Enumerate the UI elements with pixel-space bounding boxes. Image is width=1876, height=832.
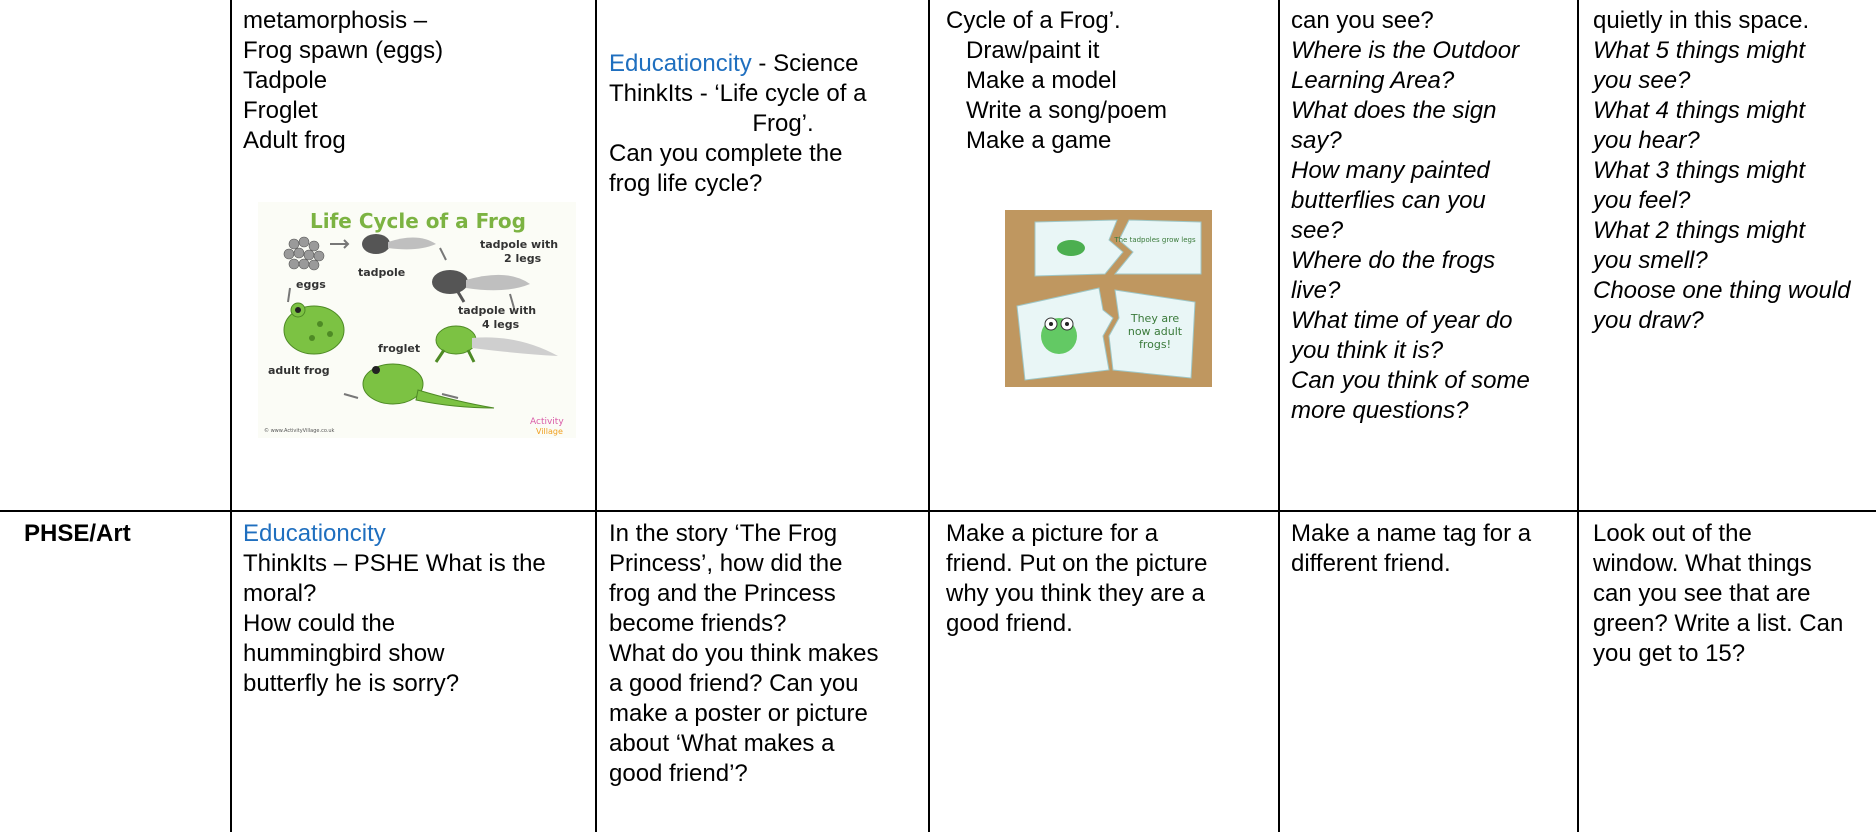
- row1-col6-q-6: you feel?: [1593, 187, 1691, 214]
- row1-col2-line-5: Adult frog: [243, 127, 346, 154]
- row1-col3-line-3: Frog’.: [752, 110, 814, 137]
- card-a-text: The tadpoles grow legs: [1114, 236, 1196, 244]
- table-vline-3: [928, 0, 930, 832]
- row1-col6-q-5: What 3 things might: [1593, 157, 1806, 184]
- row1-col5-q-11: you think it is?: [1291, 337, 1444, 364]
- row1-col5-q-7: see?: [1291, 217, 1344, 244]
- row2-col2-cell: [243, 519, 588, 699]
- row1-col5-q-9: live?: [1291, 277, 1341, 304]
- froglet-icon: [363, 364, 494, 408]
- row1-col6-cell: [1593, 6, 1876, 336]
- tadpole-two-legs-icon: [432, 270, 530, 302]
- row1-col6-q-7: What 2 things might: [1593, 217, 1806, 244]
- label-tadpole-2-legs-b: 2 legs: [504, 252, 542, 265]
- adult-frog-icon: [284, 303, 344, 354]
- row1-col4-item-3: Write a song/poem: [966, 97, 1167, 124]
- row1-col3-cell: [609, 49, 921, 199]
- row1-col3-line-4: Can you complete the: [609, 140, 843, 167]
- row1-col4-item-1: Draw/paint it: [966, 37, 1100, 64]
- row2-col2-line-1: ThinkIts – PSHE What is the: [243, 550, 546, 577]
- row2-col2-line-3: How could the: [243, 610, 396, 637]
- label-eggs: eggs: [296, 278, 326, 291]
- row2-col2-line-4: hummingbird show: [243, 640, 445, 667]
- row1-col5-line-1: can you see?: [1291, 7, 1434, 34]
- row1-col5-q-8: Where do the frogs: [1291, 247, 1496, 274]
- row1-col5-q-4: say?: [1291, 127, 1342, 154]
- row2-col5-line-2: different friend.: [1291, 550, 1451, 577]
- card-b-text-1: They are: [1130, 312, 1180, 325]
- row2-col6-line-3: can you see that are: [1593, 580, 1811, 607]
- row2-col4-line-2: friend. Put on the picture: [946, 550, 1208, 577]
- figure-credit: © www.ActivityVillage.co.uk: [264, 428, 335, 434]
- frog-life-cycle-figure: [258, 202, 576, 438]
- row1-col3-link-suffix: - Science: [751, 50, 859, 77]
- tadpole-four-legs-icon: [436, 326, 558, 362]
- row2-col6-line-2: window. What things: [1593, 550, 1812, 577]
- row2-col3-line-5: What do you think makes: [609, 640, 879, 667]
- row1-col5-q-3: What does the sign: [1291, 97, 1497, 124]
- row2-col5-line-1: Make a name tag for a: [1291, 520, 1532, 547]
- row1-col6-q-8: you smell?: [1593, 247, 1708, 274]
- row1-col2-cell: [243, 6, 588, 156]
- row2-col6-line-4: green? Write a list. Can: [1593, 610, 1844, 637]
- label-froglet: froglet: [378, 342, 421, 355]
- row2-col4-line-3: why you think they are a: [946, 580, 1205, 607]
- row1-col2-line-3: Tadpole: [243, 67, 328, 94]
- row1-col5-q-12: Can you think of some: [1291, 367, 1530, 394]
- row2-subject-label: PHSE/Art: [24, 520, 131, 547]
- activity-village-logo-b: Village: [536, 427, 563, 436]
- row1-col6-q-4: you hear?: [1593, 127, 1700, 154]
- row1-col2-line-2: Frog spawn (eggs): [243, 37, 444, 64]
- row1-col6-q-10: you draw?: [1593, 307, 1704, 334]
- frog-puzzle-photo: [1005, 210, 1212, 387]
- row1-col6-q-1: What 5 things might: [1593, 37, 1806, 64]
- row2-subject-cell: [24, 519, 224, 549]
- educationcity-link[interactable]: Educationcity: [609, 50, 752, 77]
- row2-col3-line-6: a good friend? Can you: [609, 670, 859, 697]
- row1-col4-item-4: Make a game: [966, 127, 1112, 154]
- row1-col3-line-2: ThinkIts - ‘Life cycle of a: [609, 80, 867, 107]
- row2-col3-cell: [609, 519, 921, 789]
- row1-col5-q-5: How many painted: [1291, 157, 1490, 184]
- row2-col5-cell: [1291, 519, 1573, 579]
- row2-col3-line-7: make a poster or picture: [609, 700, 868, 727]
- row2-col2-line-5: butterfly he is sorry?: [243, 670, 460, 697]
- row1-col5-q-1: Where is the Outdoor: [1291, 37, 1520, 64]
- row1-col6-line-1: quietly in this space.: [1593, 7, 1810, 34]
- row2-col3-line-1: In the story ‘The Frog: [609, 520, 838, 547]
- row2-col3-line-2: Princess’, how did the: [609, 550, 843, 577]
- row1-col4-item-2: Make a model: [966, 67, 1117, 94]
- table-vline-4: [1278, 0, 1280, 832]
- card-b-text-2: now adult: [1127, 325, 1183, 338]
- row1-col5-q-10: What time of year do: [1291, 307, 1513, 334]
- row1-col5-cell: [1291, 6, 1573, 426]
- row1-col6-q-3: What 4 things might: [1593, 97, 1806, 124]
- row2-col3-line-9: good friend’?: [609, 760, 748, 787]
- table-vline-1: [230, 0, 232, 832]
- tadpole-icon: [362, 234, 436, 254]
- eggs-cluster-icon: [284, 237, 324, 270]
- row2-col6-cell: [1593, 519, 1876, 669]
- table-vline-5: [1577, 0, 1579, 832]
- row2-col4-line-4: good friend.: [946, 610, 1073, 637]
- table-vline-2: [595, 0, 597, 832]
- row1-col5-q-6: butterflies can you: [1291, 187, 1486, 214]
- row2-col3-line-3: frog and the Princess: [609, 580, 836, 607]
- row1-col2-line-4: Froglet: [243, 97, 318, 124]
- activity-village-logo-a: Activity: [530, 417, 564, 427]
- row1-col5-q-2: Learning Area?: [1291, 67, 1455, 94]
- label-tadpole: tadpole: [358, 266, 406, 279]
- row2-educationcity-link[interactable]: Educationcity: [243, 520, 386, 547]
- row2-col4-cell: [946, 519, 1272, 639]
- label-tadpole-4-legs-b: 4 legs: [482, 318, 520, 331]
- row1-col5-q-13: more questions?: [1291, 397, 1469, 424]
- row2-col6-line-5: you get to 15?: [1593, 640, 1746, 667]
- label-tadpole-2-legs-a: tadpole with: [480, 238, 559, 251]
- row1-col4-cell: [946, 6, 1272, 156]
- table-hline-1: [0, 510, 1876, 512]
- row1-col2-line-1: metamorphosis –: [243, 7, 428, 34]
- row1-col6-q-2: you see?: [1593, 67, 1691, 94]
- figure-title: Life Cycle of a Frog: [310, 209, 526, 233]
- row2-col4-line-1: Make a picture for a: [946, 520, 1159, 547]
- row2-col3-line-4: become friends?: [609, 610, 787, 637]
- row1-col3-line-1: [609, 49, 921, 79]
- row2-col6-line-1: Look out of the: [1593, 520, 1752, 547]
- row2-col2-line-2: moral?: [243, 580, 317, 607]
- row1-col6-q-9: Choose one thing would: [1593, 277, 1851, 304]
- row1-col4-line-1: Cycle of a Frog’.: [946, 7, 1121, 34]
- row1-col3-line-5: frog life cycle?: [609, 170, 763, 197]
- row2-col3-line-8: about ‘What makes a: [609, 730, 835, 757]
- label-adult-frog: adult frog: [268, 364, 330, 377]
- label-tadpole-4-legs-a: tadpole with: [458, 304, 537, 317]
- card-b-text-3: frogs!: [1138, 338, 1172, 351]
